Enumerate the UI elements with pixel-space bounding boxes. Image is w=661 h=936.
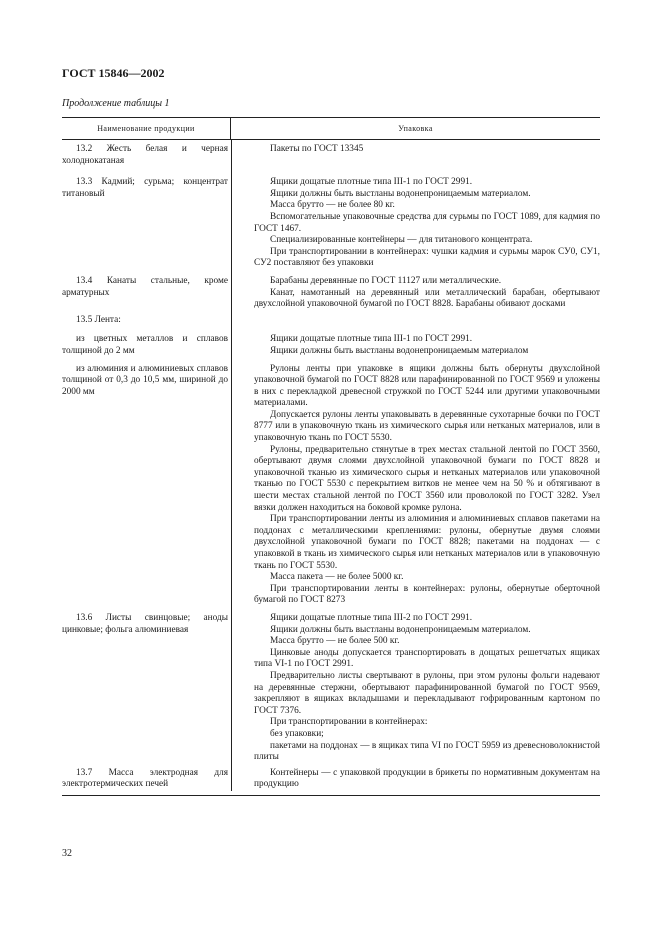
column-header-packaging: Упаковка bbox=[398, 124, 433, 133]
product-name-cell: из алюминия и алюминиевых сплавов толщиной от 0,3 до 10,5 мм, шириной до 2000 мм bbox=[62, 363, 228, 397]
packaging-paragraph: Ящики должны быть выстланы водонепроницаемым материалом bbox=[270, 345, 529, 356]
packaging-paragraph: Ящики дощатые плотные типа III-2 по ГОСТ 2991. bbox=[270, 612, 473, 623]
product-name-cell: 13.2 Жесть белая и черная холоднокатаная bbox=[62, 144, 228, 166]
packaging-cell bbox=[230, 613, 600, 764]
table-row bbox=[62, 358, 600, 607]
packaging-paragraph: При транспортировании в контейнерах: чушки кадмия и сурьмы марок СУ0, СУ1, СУ2 поставляют без упаковки bbox=[254, 246, 600, 269]
packaging-paragraph: При транспортировании ленты из алюминия и алюминиевых сплавов пакетами на поддонах с металлическими креплениями: рулоны, обернутые двумя слоями двухслойной упаковочной бумаги по ГОСТ 8828; пакетами на поддонах — с упаковкой в ткань из химического сырья или нетканых материалов или в упаковочную ткань по ГОСТ 5530. bbox=[254, 514, 600, 571]
packaging-paragraph: Ящики должны быть выстланы водонепроницаемым материалом. bbox=[270, 188, 531, 199]
packaging-paragraph: Ящики дощатые плотные типа III-1 по ГОСТ 2991. bbox=[270, 177, 473, 188]
product-name-cell: из цветных металлов и сплавов толщиной до 2 мм bbox=[62, 334, 228, 356]
packaging-paragraph: Рулоны, предварительно стянутые в трех местах стальной лентой по ГОСТ 3560, обертывают двумя слоями двухслойной упаковочной бумаги по ГОСТ 8828 и упаковочной тканью из химического сырья и нетканых материалов или упаковочной тканью по ГОСТ 5530 с перекрытием витков не менее чем на 50 % и обтягивают в шести местах стальной лентой по ГОСТ 3560 или проволокой по ГОСТ 3282. Узел вязки должен находиться на боковой кромке рулона. bbox=[254, 444, 600, 513]
packaging-cell bbox=[230, 144, 600, 167]
packaging-paragraph: Пакеты по ГОСТ 13345 bbox=[270, 144, 364, 154]
table-continuation-caption: Продолжение таблицы 1 bbox=[62, 98, 170, 109]
packaging-paragraph: Барабаны деревянные по ГОСТ 11127 или металлические. bbox=[270, 275, 502, 286]
table-row bbox=[62, 764, 600, 791]
packaging-paragraph: Ящики должны быть выстланы водонепроницаемым материалом. bbox=[270, 624, 531, 635]
packaging-paragraph: пакетами на поддонах — в ящиках типа VI по ГОСТ 5959 из древесноволокнистой плиты bbox=[254, 740, 600, 763]
packaging-paragraph: Цинковые аноды допускается транспортировать в дощатых решетчатых ящиках типа VI-1 по ГОСТ 2991. bbox=[254, 647, 600, 670]
product-name-cell: 13.4 Канаты стальные, кроме арматурных bbox=[62, 275, 228, 298]
page-number: 32 bbox=[62, 848, 72, 859]
table-row bbox=[62, 607, 600, 764]
packaging-paragraph: Ящики дощатые плотные типа III-1 по ГОСТ 2991. bbox=[270, 334, 473, 345]
packaging-cell bbox=[230, 768, 600, 791]
table-header bbox=[62, 118, 600, 140]
packaging-cell bbox=[230, 276, 600, 311]
column-header-product: Наименование продукции bbox=[62, 118, 231, 139]
product-name-cell: 13.5 Лента: bbox=[76, 314, 121, 325]
packaging-paragraph: Предварительно листы свертывают в рулоны, при этом рулоны фольги надевают на деревянные стержни, обертывают парафинированной бумагой по ГОСТ 9569, закрепляют в ящиках вкладышами и перекладывают гофрированным картоном по ГОСТ 7376. bbox=[254, 670, 600, 716]
packaging-paragraph: Канат, намотанный на деревянный или металлический барабан, обертывают двухслойной упаковочной бумагой по ГОСТ 8828. Барабаны обивают досками bbox=[254, 287, 600, 310]
table-row bbox=[62, 270, 600, 311]
packaging-paragraph: без упаковки; bbox=[270, 728, 324, 739]
table-rows bbox=[62, 140, 600, 791]
table-row bbox=[62, 311, 600, 327]
table-body bbox=[62, 140, 600, 791]
packaging-paragraph: Масса брутто — не более 500 кг. bbox=[270, 636, 400, 647]
packaging-paragraph: Допускается рулоны ленты упаковывать в деревянные сухотарные бочки по ГОСТ 8777 или в упаковочную ткань из химического сырья или нетканых материалов, или в упаковочную ткань по ГОСТ 5530. bbox=[254, 409, 600, 444]
product-packaging-table bbox=[62, 117, 600, 796]
packaging-paragraph: Рулоны ленты при упаковке в ящики должны быть обернуты двухслойной упаковочной бумагой по ГОСТ 8828 или парафинированной по ГОСТ 9569 и уложены в них с перекладкой древесной стружкой по ГОСТ 5244 или другими упаковочными материалами. bbox=[254, 363, 600, 409]
table-row bbox=[62, 326, 600, 357]
packaging-paragraph: Масса брутто — не более 80 кг. bbox=[270, 200, 395, 211]
column-divider bbox=[231, 140, 232, 791]
packaging-cell bbox=[230, 315, 600, 327]
doc-title: ГОСТ 15846—2002 bbox=[62, 66, 165, 80]
packaging-paragraph: Масса пакета — не более 5000 кг. bbox=[270, 572, 404, 583]
packaging-cell bbox=[230, 364, 600, 607]
product-name-cell: 13.6 Листы свинцовые; аноды цинковые; фольга алюминиевая bbox=[62, 612, 228, 635]
packaging-cell bbox=[230, 334, 600, 357]
packaging-paragraph: Вспомогательные упаковочные средства для сурьмы по ГОСТ 1089, для кадмия по ГОСТ 1467. bbox=[254, 211, 600, 234]
packaging-paragraph: Специализированные контейнеры — для титанового концентрата. bbox=[270, 235, 533, 246]
table-row bbox=[62, 140, 600, 167]
packaging-paragraph: При транспортировании ленты в контейнерах: рулоны, обернутые оберточной бумагой по ГОСТ 8273 bbox=[254, 583, 600, 606]
table-row bbox=[62, 167, 600, 270]
packaging-paragraph: При транспортировании в контейнерах: bbox=[270, 717, 428, 728]
product-name-cell: 13.7 Масса электродная для электротермических печей bbox=[62, 767, 228, 790]
packaging-paragraph: Контейнеры — с упаковкой продукции в брикеты по нормативным документам на продукцию bbox=[254, 767, 600, 790]
product-name-cell: 13.3 Кадмий; сурьма; концентрат титановый bbox=[62, 177, 228, 199]
packaging-cell bbox=[230, 177, 600, 270]
table-bottom-rule bbox=[62, 791, 600, 796]
